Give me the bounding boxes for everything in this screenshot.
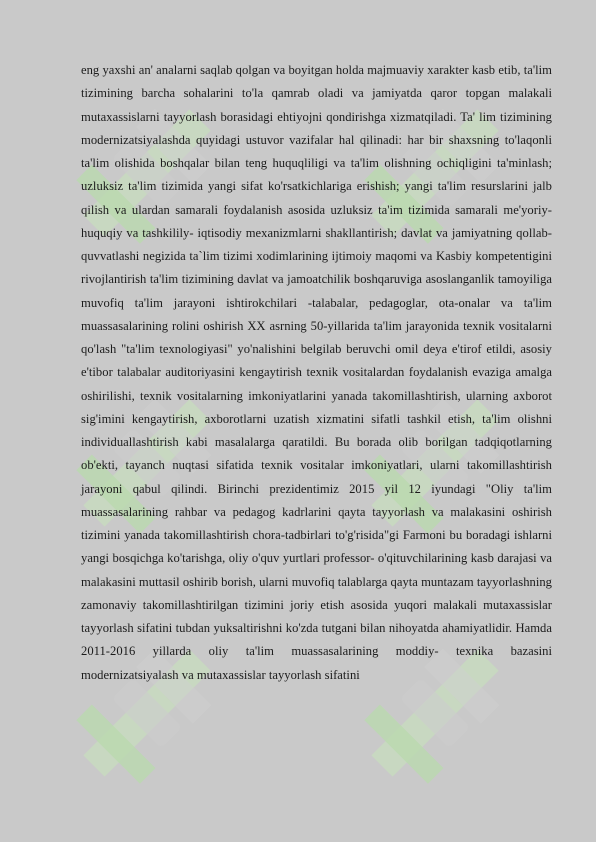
body-paragraph: eng yaxshi an' analarni saqlab qolgan va boyitgan holda majmuaviy xarakter kasb etib, ta'lim tizimining barcha sohalarini to'la qamrab oladi va jamiyatda qaror topgan malakali mutaxassislarni tayyorlash borasidagi ehtiyojni qondirishga xizmatqiladi. Ta' lim tizimining modernizatsiyalashda quyidagi ustuvor vazifalar hal qilinadi: har bir shaxsning to'laqonli ta'lim olishida boshqalar bilan teng huquqliligi va ta'lim olishning ochiqligini ta'minlash; uzluksiz ta'lim tizimida yangi sifat ko'rsatkichlariga erishish; yangi ta'lim resurslarini jalb qilish va ulardan samarali foydalanish asosida uzluksiz ta'im tizimida samarali me'yoriy-huquqiy va tashkilily- iqtisodiy mexanizmlarni shakllantirish; davlat va jamiyatning qollab-quvvatlashi negizida ta`lim tizimi xodimlarining ijtimoiy maqomi va Kasbiy kompetentigini rivojlantirish ta'lim tizimining davlat va jamoatchilik boshqaruviga asoslanganlik tamoyiliga muvofiq ta'lim jarayoni ishtirokchilari -talabalar, pedagoglar, ota-onalar va ta'lim muassasalarining rolini oshirish XX asrning 50-yillarida ta'lim jarayonida texnik vositalarni qo'lash "ta'lim texnologiyasi" yo'nalishini belgilab beruvchi omil deya e'tirof etildi, asosiy e'tibor talabalar auditoriyasini kengaytirish texnik vositalardan foydalanish evaziga amalga oshirilishi, texnik vositalarning imkoniyatlarini yanada takomillashtirish, ularning axborot sig'imini kengaytirish, axborotlarni uzatish xizmatini sifatli tashkil etish, ta'lim olishni individuallashtirish kabi masalalarga qaratildi. Bu borada olib borilgan tadqiqotlarning ob'ekti, tayanch nuqtasi sifatida texnik vositalar imkoniyatlari, ularni takomillashtirish jarayoni qabul qilindi. Birinchi prezidentimiz 2015 yil 12 iyundagi "Oliy ta'lim muassasalarining rahbar va pedagog kadrlarini qayta tayyorlash va malakasini oshirish tizimini yanada takomillashtirish chora-tadbirlari to'g'risida"gi Farmoni bu boradagi ishlarni yangi bosqichga ko'tarishga, oliy o'quv yurtlari professor- o'qituvchilarining kasb darajasi va malakasini muttasil oshirib borish, ularni muvofiq talablarga qayta muntazam tayyorlashning zamonaviy takomillashtirilgan tizimini joriy etish asosida yuqori malakali mutaxassislar tayyorlash sifatini tubdan yuksaltirishni ko'zda tutgani bilan nihoyatda ahamiyatlidir. Hamda 2011-2016 yillarda oliy ta'lim muassasalarining moddiy- texnika bazasini modernizatsiyalash va mutaxassislar tayyorlash sifatini — [81, 63, 552, 682]
